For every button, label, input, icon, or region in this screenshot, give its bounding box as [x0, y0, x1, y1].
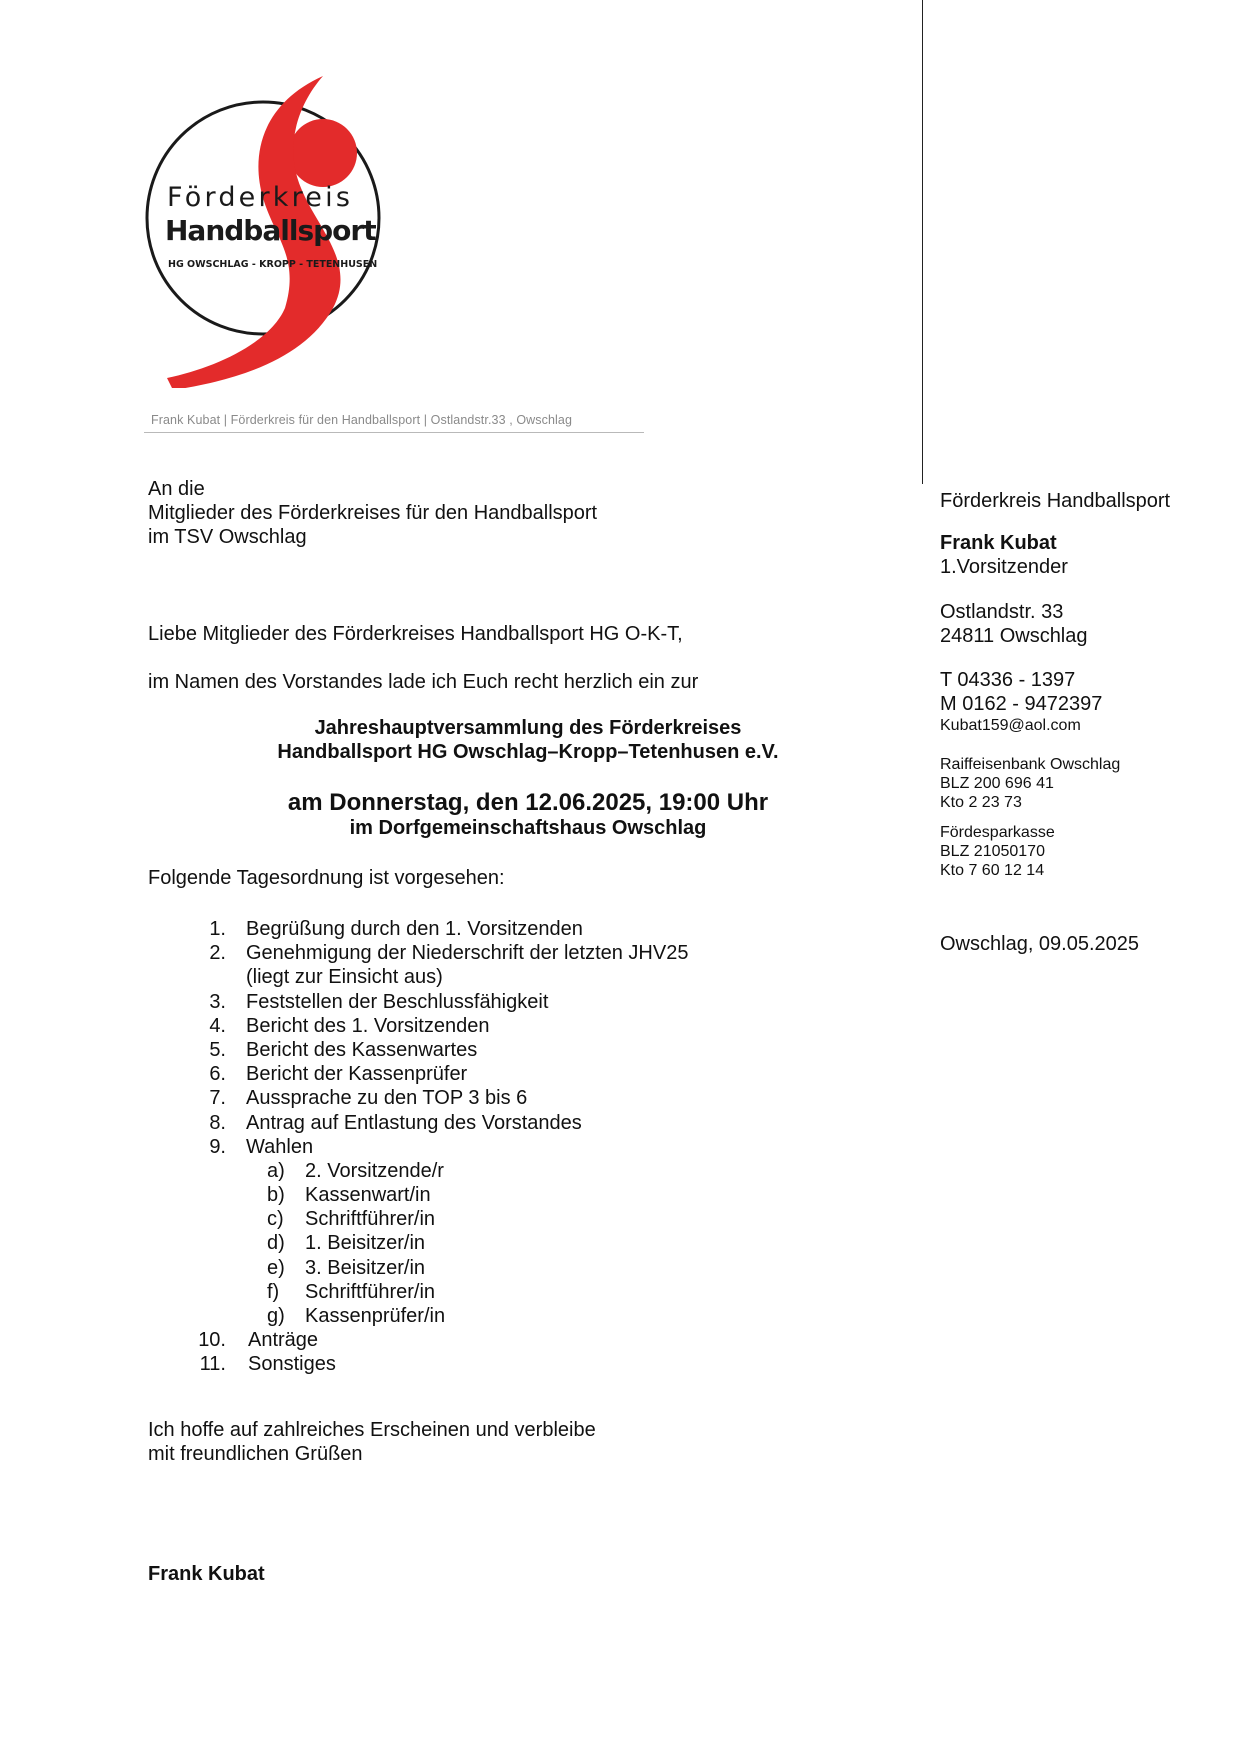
intro-text: im Namen des Vorstandes lade ich Euch recht herzlich ein zur — [148, 671, 699, 693]
rc-bank2-blz: BLZ 21050170 — [940, 843, 1045, 860]
closing-line2: mit freundlichen Grüßen — [148, 1443, 363, 1465]
signature-name: Frank Kubat — [148, 1563, 265, 1585]
salutation: Liebe Mitglieder des Förderkreises Handballsport HG O-K-T, — [148, 623, 683, 645]
sender-return-line: Frank Kubat | Förderkreis für den Handballsport | Ostlandstr.33 , Owschlag — [151, 413, 573, 427]
sender-rule — [144, 432, 644, 433]
rc-email: Kubat159@aol.com — [940, 717, 1081, 734]
rc-city: 24811 Owschlag — [940, 625, 1088, 647]
rc-bank1-kto: Kto 2 23 73 — [940, 794, 1022, 811]
rc-place-date: Owschlag, 09.05.2025 — [940, 933, 1140, 955]
rc-role: 1.Vorsitzender — [940, 556, 1068, 578]
rc-mobile: M 0162 - 9472397 — [940, 693, 1103, 715]
rc-street: Ostlandstr. 33 — [940, 601, 1064, 623]
logo-line2: Handballsport — [165, 214, 376, 247]
rc-bank1-blz: BLZ 200 696 41 — [940, 775, 1054, 792]
foerderkreis-logo — [145, 68, 395, 388]
recipient-block — [148, 477, 597, 549]
rc-name: Frank Kubat — [940, 532, 1057, 554]
event-title-line2: Handballsport HG Owschlag–Kropp–Tetenhusen e.V. — [277, 741, 779, 763]
event-date: am Donnerstag, den 12.06.2025, 19:00 Uhr — [287, 789, 769, 816]
rc-bank2-name: Fördesparkasse — [940, 824, 1055, 841]
rc-phone: T 04336 - 1397 — [940, 669, 1076, 691]
closing-block — [148, 1418, 596, 1466]
event-location: im Dorfgemeinschaftshaus Owschlag — [349, 817, 707, 839]
logo-line3: HG OWSCHLAG - KROPP - TETENHUSEN — [168, 259, 378, 270]
recipient-line2: Mitglieder des Förderkreises für den Handballsport — [148, 502, 598, 524]
logo-ball — [289, 119, 357, 187]
logo-line1: Förderkreis — [167, 182, 354, 213]
rc-bank1-name: Raiffeisenbank Owschlag — [940, 756, 1121, 773]
rc-bank2-kto: Kto 7 60 12 14 — [940, 862, 1045, 879]
recipient-line3: im TSV Owschlag — [148, 526, 307, 548]
agenda-intro: Folgende Tagesordnung ist vorgesehen: — [148, 867, 505, 889]
vertical-divider — [922, 0, 923, 484]
closing-line1: Ich hoffe auf zahlreiches Erscheinen und verbleibe — [148, 1419, 596, 1441]
recipient-line1: An die — [148, 478, 205, 500]
event-title-line1: Jahreshauptversammlung des Förderkreises — [314, 717, 742, 739]
rc-org: Förderkreis Handballsport — [940, 490, 1171, 512]
